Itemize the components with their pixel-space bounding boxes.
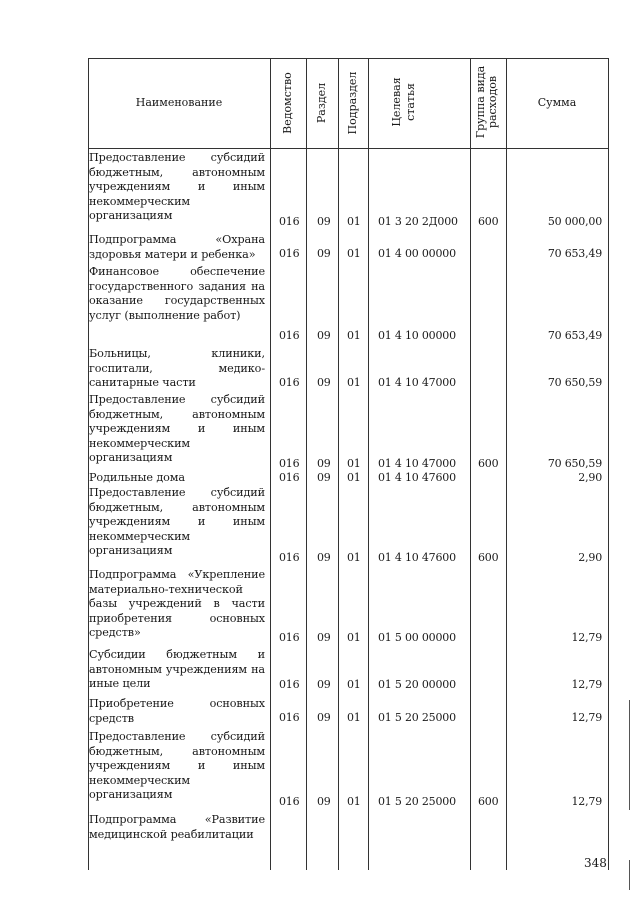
row-podrazdel: 01 <box>347 711 361 724</box>
row-razdel: 09 <box>317 376 331 389</box>
row-name: Предоставление субсидий бюджетным, автономным учреждениям и иным некоммерческим организациям <box>89 486 265 558</box>
header-top-rule <box>88 58 608 59</box>
row-podrazdel: 01 <box>347 457 361 470</box>
row-sum: 70 653,49 <box>547 329 602 342</box>
scan-edge-mark <box>629 860 630 890</box>
row-target: 01 5 20 25000 <box>378 711 456 724</box>
row-razdel: 09 <box>317 631 331 644</box>
header-razdel: Раздел <box>315 82 328 124</box>
row-vedomstvo: 016 <box>279 247 300 260</box>
header-group-line2: расходов <box>486 75 499 129</box>
row-group: 600 <box>478 551 499 564</box>
header-target-line1: Целевая <box>390 77 403 127</box>
row-target: 01 4 10 00000 <box>378 329 456 342</box>
header-name: Наименование <box>135 96 223 109</box>
row-razdel: 09 <box>317 551 331 564</box>
row-podrazdel: 01 <box>347 678 361 691</box>
row-name: Приобретение основных средств <box>89 697 265 725</box>
header-vedomstvo: Ведомство <box>281 72 294 134</box>
row-vedomstvo: 016 <box>279 376 300 389</box>
row-name: Подпрограмма «Охрана здоровья матери и ребенка» <box>89 233 265 261</box>
row-vedomstvo: 016 <box>279 551 300 564</box>
row-name: Подпрограмма «Укрепление материально-технической базы учреждений в части приобретения основных средств» <box>89 568 265 640</box>
row-sum: 70 650,59 <box>547 457 602 470</box>
header-target-line2: статья <box>404 83 417 121</box>
row-sum: 2,90 <box>578 551 602 564</box>
column-divider-target <box>470 58 471 870</box>
row-razdel: 09 <box>317 678 331 691</box>
row-target: 01 4 10 47600 <box>378 551 456 564</box>
row-vedomstvo: 016 <box>279 471 300 484</box>
right-border-line <box>608 58 609 870</box>
header-podrazdel: Подраздел <box>346 71 359 135</box>
row-vedomstvo: 016 <box>279 631 300 644</box>
header-target <box>385 72 455 132</box>
scan-edge-mark <box>629 700 630 810</box>
row-target: 01 5 20 00000 <box>378 678 456 691</box>
row-podrazdel: 01 <box>347 795 361 808</box>
row-sum: 2,90 <box>578 471 602 484</box>
row-sum: 12,79 <box>571 711 602 724</box>
row-name: Финансовое обеспечение государственного задания на оказание государственных услуг (выполнение работ) <box>89 265 265 322</box>
row-vedomstvo: 016 <box>279 329 300 342</box>
row-name: Подпрограмма «Развитие медицинской реабилитации <box>89 813 265 841</box>
header-bottom-rule <box>88 148 608 149</box>
row-razdel: 09 <box>317 329 331 342</box>
page-number: 348 <box>584 856 607 870</box>
row-name: Больницы, клиники, госпитали, медико-санитарные части <box>89 347 265 390</box>
column-divider-podrazdel <box>368 58 369 870</box>
row-podrazdel: 01 <box>347 247 361 260</box>
column-divider-razdel <box>338 58 339 870</box>
row-vedomstvo: 016 <box>279 678 300 691</box>
row-target: 01 5 20 25000 <box>378 795 456 808</box>
row-target: 01 4 10 47000 <box>378 457 456 470</box>
row-name: Предоставление субсидий бюджетным, автономным учреждениям и иным некоммерческим организациям <box>89 730 265 802</box>
row-podrazdel: 01 <box>347 329 361 342</box>
row-razdel: 09 <box>317 711 331 724</box>
column-divider-group <box>506 58 507 870</box>
row-target: 01 4 00 00000 <box>378 247 456 260</box>
row-vedomstvo: 016 <box>279 795 300 808</box>
row-vedomstvo: 016 <box>279 711 300 724</box>
header-group <box>470 58 506 148</box>
row-group: 600 <box>478 215 499 228</box>
header-group-line1: Группа вида <box>474 65 487 139</box>
row-name: Предоставление субсидий бюджетным, автономным учреждениям и иным некоммерческим организациям <box>89 393 265 465</box>
row-target: 01 4 10 47000 <box>378 376 456 389</box>
row-target: 01 5 00 00000 <box>378 631 456 644</box>
row-group: 600 <box>478 457 499 470</box>
row-razdel: 09 <box>317 795 331 808</box>
row-name: Родильные дома <box>89 471 185 484</box>
row-vedomstvo: 016 <box>279 215 300 228</box>
row-sum: 70 653,49 <box>547 247 602 260</box>
row-podrazdel: 01 <box>347 215 361 228</box>
row-sum: 12,79 <box>571 795 602 808</box>
row-razdel: 09 <box>317 247 331 260</box>
row-razdel: 09 <box>317 215 331 228</box>
column-divider-name <box>270 58 271 870</box>
header-sum: Сумма <box>537 96 577 109</box>
row-podrazdel: 01 <box>347 551 361 564</box>
row-sum: 70 650,59 <box>547 376 602 389</box>
row-podrazdel: 01 <box>347 376 361 389</box>
row-sum: 12,79 <box>571 678 602 691</box>
row-sum: 50 000,00 <box>547 215 602 228</box>
row-target: 01 3 20 2Д000 <box>378 215 458 228</box>
row-sum: 12,79 <box>571 631 602 644</box>
row-razdel: 09 <box>317 457 331 470</box>
row-name: Предоставление субсидий бюджетным, автономным учреждениям и иным некоммерческим организациям <box>89 151 265 223</box>
row-podrazdel: 01 <box>347 471 361 484</box>
row-group: 600 <box>478 795 499 808</box>
row-razdel: 09 <box>317 471 331 484</box>
row-podrazdel: 01 <box>347 631 361 644</box>
row-vedomstvo: 016 <box>279 457 300 470</box>
row-target: 01 4 10 47600 <box>378 471 456 484</box>
column-divider-ved <box>306 58 307 870</box>
row-name: Субсидии бюджетным и автономным учреждениям на иные цели <box>89 648 265 691</box>
